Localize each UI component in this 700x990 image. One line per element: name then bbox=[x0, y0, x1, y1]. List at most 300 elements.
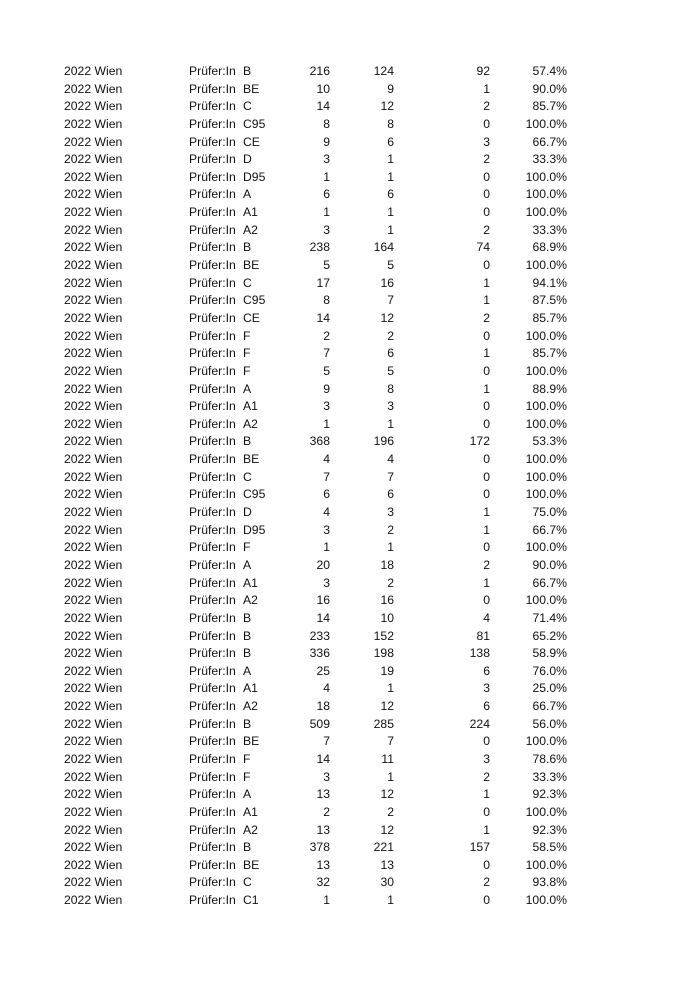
table-row bbox=[0, 539, 700, 557]
pass-rate-cell: 92.3% bbox=[532, 787, 567, 802]
passed-count-cell: 2 bbox=[387, 328, 394, 343]
data-table bbox=[0, 63, 700, 910]
passed-count-cell: 5 bbox=[387, 363, 394, 378]
total-count-cell: 3 bbox=[323, 222, 330, 237]
total-count-cell: 10 bbox=[316, 81, 330, 96]
license-class-cell: A bbox=[243, 663, 252, 678]
table-row bbox=[0, 310, 700, 328]
pass-rate-cell: 65.2% bbox=[532, 628, 567, 643]
failed-count-cell: 157 bbox=[469, 840, 490, 855]
total-count-cell: 5 bbox=[323, 363, 330, 378]
license-class-cell: B bbox=[243, 240, 252, 255]
table-row bbox=[0, 663, 700, 681]
role-cell: Prüfer:In bbox=[189, 875, 236, 890]
year-location-cell: 2022 Wien bbox=[64, 240, 123, 255]
year-location-cell: 2022 Wien bbox=[64, 505, 123, 520]
table-row bbox=[0, 751, 700, 769]
role-cell: Prüfer:In bbox=[189, 893, 236, 908]
total-count-cell: 509 bbox=[309, 716, 330, 731]
year-location-cell: 2022 Wien bbox=[64, 64, 123, 78]
passed-count-cell: 11 bbox=[381, 751, 394, 766]
passed-count-cell: 7 bbox=[387, 293, 394, 308]
failed-count-cell: 6 bbox=[483, 663, 490, 678]
table-row bbox=[0, 134, 700, 152]
table-row bbox=[0, 81, 700, 99]
pass-rate-cell: 93.8% bbox=[532, 875, 567, 890]
pass-rate-cell: 100.0% bbox=[525, 804, 567, 819]
license-class-cell: B bbox=[243, 716, 252, 731]
license-class-cell: CE bbox=[243, 134, 260, 149]
total-count-cell: 238 bbox=[309, 240, 330, 255]
pass-rate-cell: 58.5% bbox=[532, 840, 567, 855]
role-cell: Prüfer:In bbox=[189, 575, 236, 590]
pass-rate-cell: 100.0% bbox=[525, 416, 567, 431]
year-location-cell: 2022 Wien bbox=[64, 716, 123, 731]
failed-count-cell: 0 bbox=[483, 205, 490, 220]
pass-rate-cell: 88.9% bbox=[532, 381, 567, 396]
total-count-cell: 7 bbox=[323, 469, 330, 484]
pass-rate-cell: 94.1% bbox=[532, 275, 567, 290]
license-class-cell: A bbox=[243, 557, 252, 572]
total-count-cell: 5 bbox=[323, 258, 330, 273]
pass-rate-cell: 33.3% bbox=[532, 152, 567, 167]
total-count-cell: 25 bbox=[316, 663, 330, 678]
license-class-cell: F bbox=[243, 328, 251, 343]
failed-count-cell: 0 bbox=[483, 169, 490, 184]
license-class-cell: D bbox=[243, 505, 252, 520]
failed-count-cell: 0 bbox=[483, 187, 490, 202]
year-location-cell: 2022 Wien bbox=[64, 152, 123, 167]
year-location-cell: 2022 Wien bbox=[64, 187, 123, 202]
passed-count-cell: 3 bbox=[387, 399, 394, 414]
role-cell: Prüfer:In bbox=[189, 205, 236, 220]
pass-rate-cell: 33.3% bbox=[532, 769, 567, 784]
license-class-cell: BE bbox=[243, 734, 260, 749]
table-row bbox=[0, 716, 700, 734]
pass-rate-cell: 100.0% bbox=[525, 205, 567, 220]
license-class-cell: A1 bbox=[243, 575, 258, 590]
year-location-cell: 2022 Wien bbox=[64, 575, 123, 590]
pass-rate-cell: 100.0% bbox=[525, 187, 567, 202]
license-class-cell: A2 bbox=[243, 593, 258, 608]
role-cell: Prüfer:In bbox=[189, 258, 236, 273]
passed-count-cell: 285 bbox=[373, 716, 394, 731]
pass-rate-cell: 33.3% bbox=[532, 222, 567, 237]
year-location-cell: 2022 Wien bbox=[64, 487, 123, 502]
license-class-cell: C95 bbox=[243, 293, 266, 308]
year-location-cell: 2022 Wien bbox=[64, 557, 123, 572]
license-class-cell: F bbox=[243, 540, 251, 555]
total-count-cell: 2 bbox=[323, 328, 330, 343]
license-class-cell: CE bbox=[243, 310, 260, 325]
role-cell: Prüfer:In bbox=[189, 416, 236, 431]
passed-count-cell: 2 bbox=[387, 522, 394, 537]
table-row bbox=[0, 733, 700, 751]
pass-rate-cell: 78.6% bbox=[532, 751, 567, 766]
total-count-cell: 1 bbox=[323, 540, 330, 555]
total-count-cell: 4 bbox=[323, 452, 330, 467]
license-class-cell: C bbox=[243, 275, 252, 290]
passed-count-cell: 16 bbox=[380, 593, 394, 608]
table-row bbox=[0, 275, 700, 293]
license-class-cell: B bbox=[243, 434, 252, 449]
failed-count-cell: 138 bbox=[469, 646, 490, 661]
passed-count-cell: 7 bbox=[387, 469, 394, 484]
pass-rate-cell: 85.7% bbox=[532, 99, 567, 114]
total-count-cell: 6 bbox=[323, 187, 330, 202]
total-count-cell: 1 bbox=[323, 416, 330, 431]
year-location-cell: 2022 Wien bbox=[64, 875, 123, 890]
passed-count-cell: 1 bbox=[387, 205, 394, 220]
total-count-cell: 13 bbox=[316, 787, 330, 802]
total-count-cell: 3 bbox=[323, 152, 330, 167]
failed-count-cell: 1 bbox=[483, 505, 490, 520]
failed-count-cell: 172 bbox=[469, 434, 490, 449]
year-location-cell: 2022 Wien bbox=[64, 628, 123, 643]
role-cell: Prüfer:In bbox=[189, 116, 236, 131]
role-cell: Prüfer:In bbox=[189, 99, 236, 114]
total-count-cell: 13 bbox=[316, 822, 330, 837]
total-count-cell: 7 bbox=[323, 346, 330, 361]
total-count-cell: 1 bbox=[323, 205, 330, 220]
role-cell: Prüfer:In bbox=[189, 469, 236, 484]
table-row bbox=[0, 292, 700, 310]
table-row bbox=[0, 804, 700, 822]
pass-rate-cell: 100.0% bbox=[525, 258, 567, 273]
failed-count-cell: 1 bbox=[483, 275, 490, 290]
role-cell: Prüfer:In bbox=[189, 540, 236, 555]
role-cell: Prüfer:In bbox=[189, 434, 236, 449]
table-row bbox=[0, 575, 700, 593]
total-count-cell: 3 bbox=[323, 522, 330, 537]
year-location-cell: 2022 Wien bbox=[64, 593, 123, 608]
license-class-cell: C95 bbox=[243, 116, 266, 131]
license-class-cell: C1 bbox=[243, 893, 259, 908]
pass-rate-cell: 66.7% bbox=[532, 575, 567, 590]
pass-rate-cell: 85.7% bbox=[532, 310, 567, 325]
role-cell: Prüfer:In bbox=[189, 822, 236, 837]
passed-count-cell: 164 bbox=[373, 240, 394, 255]
failed-count-cell: 4 bbox=[483, 610, 490, 625]
total-count-cell: 368 bbox=[309, 434, 330, 449]
passed-count-cell: 4 bbox=[387, 452, 394, 467]
failed-count-cell: 0 bbox=[483, 593, 490, 608]
passed-count-cell: 30 bbox=[380, 875, 394, 890]
year-location-cell: 2022 Wien bbox=[64, 787, 123, 802]
passed-count-cell: 1 bbox=[387, 540, 394, 555]
pass-rate-cell: 100.0% bbox=[525, 593, 567, 608]
failed-count-cell: 0 bbox=[483, 452, 490, 467]
role-cell: Prüfer:In bbox=[189, 663, 236, 678]
failed-count-cell: 81 bbox=[476, 628, 490, 643]
failed-count-cell: 92 bbox=[476, 64, 490, 78]
pass-rate-cell: 66.7% bbox=[532, 522, 567, 537]
total-count-cell: 3 bbox=[323, 399, 330, 414]
failed-count-cell: 2 bbox=[483, 769, 490, 784]
total-count-cell: 32 bbox=[316, 875, 330, 890]
license-class-cell: A2 bbox=[243, 699, 258, 714]
failed-count-cell: 2 bbox=[483, 557, 490, 572]
year-location-cell: 2022 Wien bbox=[64, 134, 123, 149]
role-cell: Prüfer:In bbox=[189, 363, 236, 378]
total-count-cell: 9 bbox=[323, 134, 330, 149]
failed-count-cell: 0 bbox=[483, 540, 490, 555]
year-location-cell: 2022 Wien bbox=[64, 399, 123, 414]
license-class-cell: C bbox=[243, 469, 252, 484]
pass-rate-cell: 100.0% bbox=[525, 469, 567, 484]
table-row bbox=[0, 328, 700, 346]
failed-count-cell: 1 bbox=[483, 822, 490, 837]
role-cell: Prüfer:In bbox=[189, 275, 236, 290]
year-location-cell: 2022 Wien bbox=[64, 893, 123, 908]
failed-count-cell: 0 bbox=[483, 469, 490, 484]
failed-count-cell: 1 bbox=[483, 293, 490, 308]
license-class-cell: A1 bbox=[243, 681, 258, 696]
table-row bbox=[0, 610, 700, 628]
passed-count-cell: 16 bbox=[380, 275, 394, 290]
role-cell: Prüfer:In bbox=[189, 346, 236, 361]
total-count-cell: 14 bbox=[316, 99, 330, 114]
year-location-cell: 2022 Wien bbox=[64, 840, 123, 855]
failed-count-cell: 0 bbox=[483, 416, 490, 431]
role-cell: Prüfer:In bbox=[189, 240, 236, 255]
passed-count-cell: 1 bbox=[387, 222, 394, 237]
year-location-cell: 2022 Wien bbox=[64, 822, 123, 837]
passed-count-cell: 196 bbox=[373, 434, 394, 449]
total-count-cell: 7 bbox=[323, 734, 330, 749]
year-location-cell: 2022 Wien bbox=[64, 751, 123, 766]
passed-count-cell: 1 bbox=[387, 681, 394, 696]
failed-count-cell: 1 bbox=[483, 381, 490, 396]
role-cell: Prüfer:In bbox=[189, 769, 236, 784]
table-row bbox=[0, 892, 700, 910]
license-class-cell: C95 bbox=[243, 487, 266, 502]
passed-count-cell: 3 bbox=[387, 505, 394, 520]
passed-count-cell: 6 bbox=[387, 134, 394, 149]
year-location-cell: 2022 Wien bbox=[64, 310, 123, 325]
year-location-cell: 2022 Wien bbox=[64, 99, 123, 114]
table-row bbox=[0, 116, 700, 134]
failed-count-cell: 224 bbox=[469, 716, 490, 731]
license-class-cell: B bbox=[243, 610, 252, 625]
year-location-cell: 2022 Wien bbox=[64, 363, 123, 378]
pass-rate-cell: 68.9% bbox=[532, 240, 567, 255]
total-count-cell: 9 bbox=[323, 381, 330, 396]
role-cell: Prüfer:In bbox=[189, 787, 236, 802]
pass-rate-cell: 100.0% bbox=[525, 399, 567, 414]
passed-count-cell: 12 bbox=[380, 310, 394, 325]
role-cell: Prüfer:In bbox=[189, 328, 236, 343]
pass-rate-cell: 66.7% bbox=[532, 699, 567, 714]
table-row bbox=[0, 469, 700, 487]
table-row bbox=[0, 504, 700, 522]
table-row bbox=[0, 239, 700, 257]
table-row bbox=[0, 822, 700, 840]
failed-count-cell: 2 bbox=[483, 99, 490, 114]
role-cell: Prüfer:In bbox=[189, 751, 236, 766]
role-cell: Prüfer:In bbox=[189, 610, 236, 625]
year-location-cell: 2022 Wien bbox=[64, 734, 123, 749]
year-location-cell: 2022 Wien bbox=[64, 328, 123, 343]
year-location-cell: 2022 Wien bbox=[64, 540, 123, 555]
pass-rate-cell: 71.4% bbox=[532, 610, 567, 625]
role-cell: Prüfer:In bbox=[189, 64, 236, 78]
role-cell: Prüfer:In bbox=[189, 310, 236, 325]
total-count-cell: 6 bbox=[323, 487, 330, 502]
license-class-cell: D95 bbox=[243, 169, 266, 184]
passed-count-cell: 19 bbox=[380, 663, 394, 678]
total-count-cell: 20 bbox=[316, 557, 330, 572]
total-count-cell: 1 bbox=[323, 169, 330, 184]
failed-count-cell: 3 bbox=[483, 751, 490, 766]
role-cell: Prüfer:In bbox=[189, 840, 236, 855]
license-class-cell: A2 bbox=[243, 222, 258, 237]
passed-count-cell: 2 bbox=[387, 575, 394, 590]
role-cell: Prüfer:In bbox=[189, 628, 236, 643]
year-location-cell: 2022 Wien bbox=[64, 381, 123, 396]
failed-count-cell: 1 bbox=[483, 346, 490, 361]
total-count-cell: 4 bbox=[323, 681, 330, 696]
passed-count-cell: 6 bbox=[387, 346, 394, 361]
failed-count-cell: 0 bbox=[483, 734, 490, 749]
total-count-cell: 14 bbox=[316, 751, 330, 766]
pass-rate-cell: 100.0% bbox=[525, 116, 567, 131]
total-count-cell: 233 bbox=[309, 628, 330, 643]
license-class-cell: A bbox=[243, 187, 252, 202]
license-class-cell: A2 bbox=[243, 822, 258, 837]
year-location-cell: 2022 Wien bbox=[64, 346, 123, 361]
total-count-cell: 3 bbox=[323, 575, 330, 590]
passed-count-cell: 10 bbox=[380, 610, 394, 625]
pass-rate-cell: 53.3% bbox=[532, 434, 567, 449]
pass-rate-cell: 100.0% bbox=[525, 328, 567, 343]
license-class-cell: B bbox=[243, 646, 252, 661]
table-row bbox=[0, 557, 700, 575]
passed-count-cell: 7 bbox=[387, 734, 394, 749]
pass-rate-cell: 92.3% bbox=[532, 822, 567, 837]
table-row bbox=[0, 839, 700, 857]
table-row bbox=[0, 222, 700, 240]
year-location-cell: 2022 Wien bbox=[64, 258, 123, 273]
year-location-cell: 2022 Wien bbox=[64, 646, 123, 661]
table-row bbox=[0, 257, 700, 275]
role-cell: Prüfer:In bbox=[189, 152, 236, 167]
pass-rate-cell: 100.0% bbox=[525, 169, 567, 184]
role-cell: Prüfer:In bbox=[189, 169, 236, 184]
role-cell: Prüfer:In bbox=[189, 81, 236, 96]
total-count-cell: 1 bbox=[323, 893, 330, 908]
pass-rate-cell: 100.0% bbox=[525, 487, 567, 502]
role-cell: Prüfer:In bbox=[189, 593, 236, 608]
pass-rate-cell: 100.0% bbox=[525, 363, 567, 378]
role-cell: Prüfer:In bbox=[189, 381, 236, 396]
failed-count-cell: 1 bbox=[483, 787, 490, 802]
passed-count-cell: 8 bbox=[387, 116, 394, 131]
pass-rate-cell: 90.0% bbox=[532, 557, 567, 572]
failed-count-cell: 0 bbox=[483, 804, 490, 819]
total-count-cell: 2 bbox=[323, 804, 330, 819]
table-row bbox=[0, 186, 700, 204]
license-class-cell: C bbox=[243, 99, 252, 114]
table-row bbox=[0, 592, 700, 610]
passed-count-cell: 5 bbox=[387, 258, 394, 273]
failed-count-cell: 0 bbox=[483, 258, 490, 273]
role-cell: Prüfer:In bbox=[189, 222, 236, 237]
total-count-cell: 378 bbox=[309, 840, 330, 855]
role-cell: Prüfer:In bbox=[189, 646, 236, 661]
license-class-cell: BE bbox=[243, 258, 260, 273]
pass-rate-cell: 25.0% bbox=[532, 681, 567, 696]
failed-count-cell: 1 bbox=[483, 575, 490, 590]
role-cell: Prüfer:In bbox=[189, 134, 236, 149]
table-row bbox=[0, 451, 700, 469]
table-row bbox=[0, 628, 700, 646]
table-row bbox=[0, 398, 700, 416]
failed-count-cell: 0 bbox=[483, 487, 490, 502]
table-row bbox=[0, 98, 700, 116]
total-count-cell: 18 bbox=[316, 699, 330, 714]
license-class-cell: F bbox=[243, 346, 251, 361]
table-row bbox=[0, 857, 700, 875]
table-row bbox=[0, 486, 700, 504]
year-location-cell: 2022 Wien bbox=[64, 416, 123, 431]
passed-count-cell: 2 bbox=[387, 804, 394, 819]
pass-rate-cell: 85.7% bbox=[532, 346, 567, 361]
license-class-cell: A1 bbox=[243, 804, 258, 819]
license-class-cell: B bbox=[243, 628, 252, 643]
passed-count-cell: 221 bbox=[373, 840, 394, 855]
license-class-cell: F bbox=[243, 769, 251, 784]
failed-count-cell: 0 bbox=[483, 116, 490, 131]
table-row bbox=[0, 769, 700, 787]
failed-count-cell: 2 bbox=[483, 875, 490, 890]
license-class-cell: A2 bbox=[243, 416, 258, 431]
role-cell: Prüfer:In bbox=[189, 557, 236, 572]
total-count-cell: 13 bbox=[316, 857, 330, 872]
role-cell: Prüfer:In bbox=[189, 487, 236, 502]
failed-count-cell: 0 bbox=[483, 857, 490, 872]
total-count-cell: 8 bbox=[323, 116, 330, 131]
failed-count-cell: 2 bbox=[483, 310, 490, 325]
passed-count-cell: 152 bbox=[373, 628, 394, 643]
license-class-cell: A1 bbox=[243, 205, 258, 220]
license-class-cell: B bbox=[243, 64, 252, 78]
total-count-cell: 16 bbox=[316, 593, 330, 608]
failed-count-cell: 74 bbox=[476, 240, 490, 255]
passed-count-cell: 12 bbox=[380, 99, 394, 114]
year-location-cell: 2022 Wien bbox=[64, 293, 123, 308]
pass-rate-cell: 76.0% bbox=[532, 663, 567, 678]
table-row bbox=[0, 416, 700, 434]
year-location-cell: 2022 Wien bbox=[64, 699, 123, 714]
table-row bbox=[0, 363, 700, 381]
failed-count-cell: 6 bbox=[483, 699, 490, 714]
year-location-cell: 2022 Wien bbox=[64, 116, 123, 131]
table-row bbox=[0, 204, 700, 222]
passed-count-cell: 198 bbox=[373, 646, 394, 661]
table-row bbox=[0, 63, 700, 81]
year-location-cell: 2022 Wien bbox=[64, 663, 123, 678]
failed-count-cell: 3 bbox=[483, 681, 490, 696]
table-row bbox=[0, 433, 700, 451]
total-count-cell: 216 bbox=[309, 64, 330, 78]
total-count-cell: 336 bbox=[309, 646, 330, 661]
role-cell: Prüfer:In bbox=[189, 505, 236, 520]
table-row bbox=[0, 645, 700, 663]
license-class-cell: BE bbox=[243, 81, 260, 96]
pass-rate-cell: 100.0% bbox=[525, 857, 567, 872]
year-location-cell: 2022 Wien bbox=[64, 169, 123, 184]
